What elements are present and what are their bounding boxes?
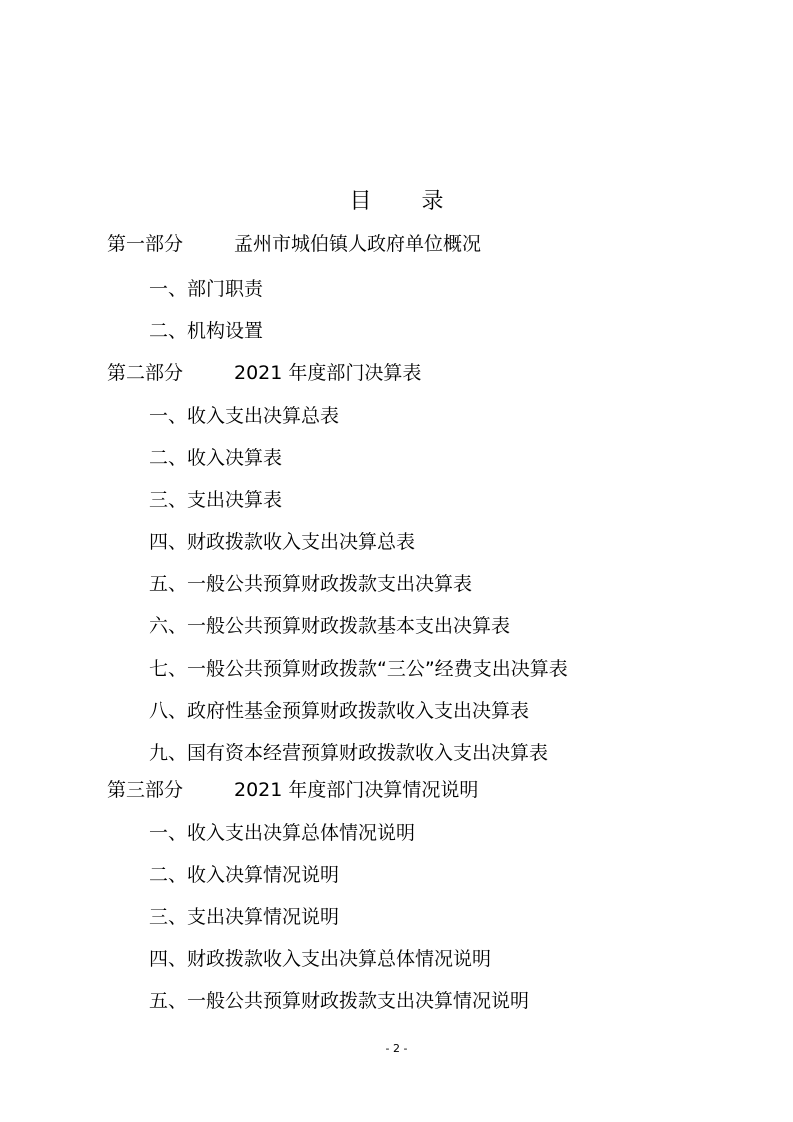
toc-item: 五、一般公共预算财政拨款支出决算情况说明 (149, 990, 530, 1012)
toc-item: 一、收入支出决算总表 (149, 405, 340, 427)
toc-item: 九、国有资本经营预算财政拨款收入支出决算表 (149, 742, 549, 764)
part-number: 第一部分 (107, 233, 184, 255)
part-title: 孟州市城伯镇人政府单位概况 (234, 233, 482, 255)
toc-title-char-2: 录 (421, 189, 444, 214)
toc-item: 四、财政拨款收入支出决算总体情况说明 (149, 948, 492, 970)
toc-part-3 (107, 776, 478, 804)
toc-item: 三、支出决算情况说明 (149, 906, 340, 928)
toc-item: 二、收入决算情况说明 (149, 864, 340, 886)
toc-item: 二、收入决算表 (149, 447, 283, 469)
part-number: 第二部分 (107, 362, 184, 384)
toc-item: 七、一般公共预算财政拨款“三公”经费支出决算表 (149, 658, 568, 680)
toc-part-2 (107, 359, 421, 387)
part-title: 2021 年度部门决算表 (234, 362, 422, 384)
toc-title-char-1: 目 (349, 189, 372, 214)
toc-title (0, 186, 793, 218)
toc-item: 一、收入支出决算总体情况说明 (149, 822, 416, 844)
toc-item: 八、政府性基金预算财政拨款收入支出决算表 (149, 700, 530, 722)
toc-item: 三、支出决算表 (149, 489, 283, 511)
toc-item: 四、财政拨款收入支出决算总表 (149, 531, 416, 553)
part-title: 2021 年度部门决算情况说明 (234, 779, 479, 801)
toc-item: 五、一般公共预算财政拨款支出决算表 (149, 573, 473, 595)
toc-item: 二、机构设置 (149, 320, 264, 342)
toc-item: 六、一般公共预算财政拨款基本支出决算表 (149, 615, 511, 637)
page-number: - 2 - (385, 1042, 408, 1055)
toc-part-1 (107, 230, 481, 258)
part-number: 第三部分 (107, 779, 184, 801)
toc-item: 一、部门职责 (149, 278, 264, 300)
